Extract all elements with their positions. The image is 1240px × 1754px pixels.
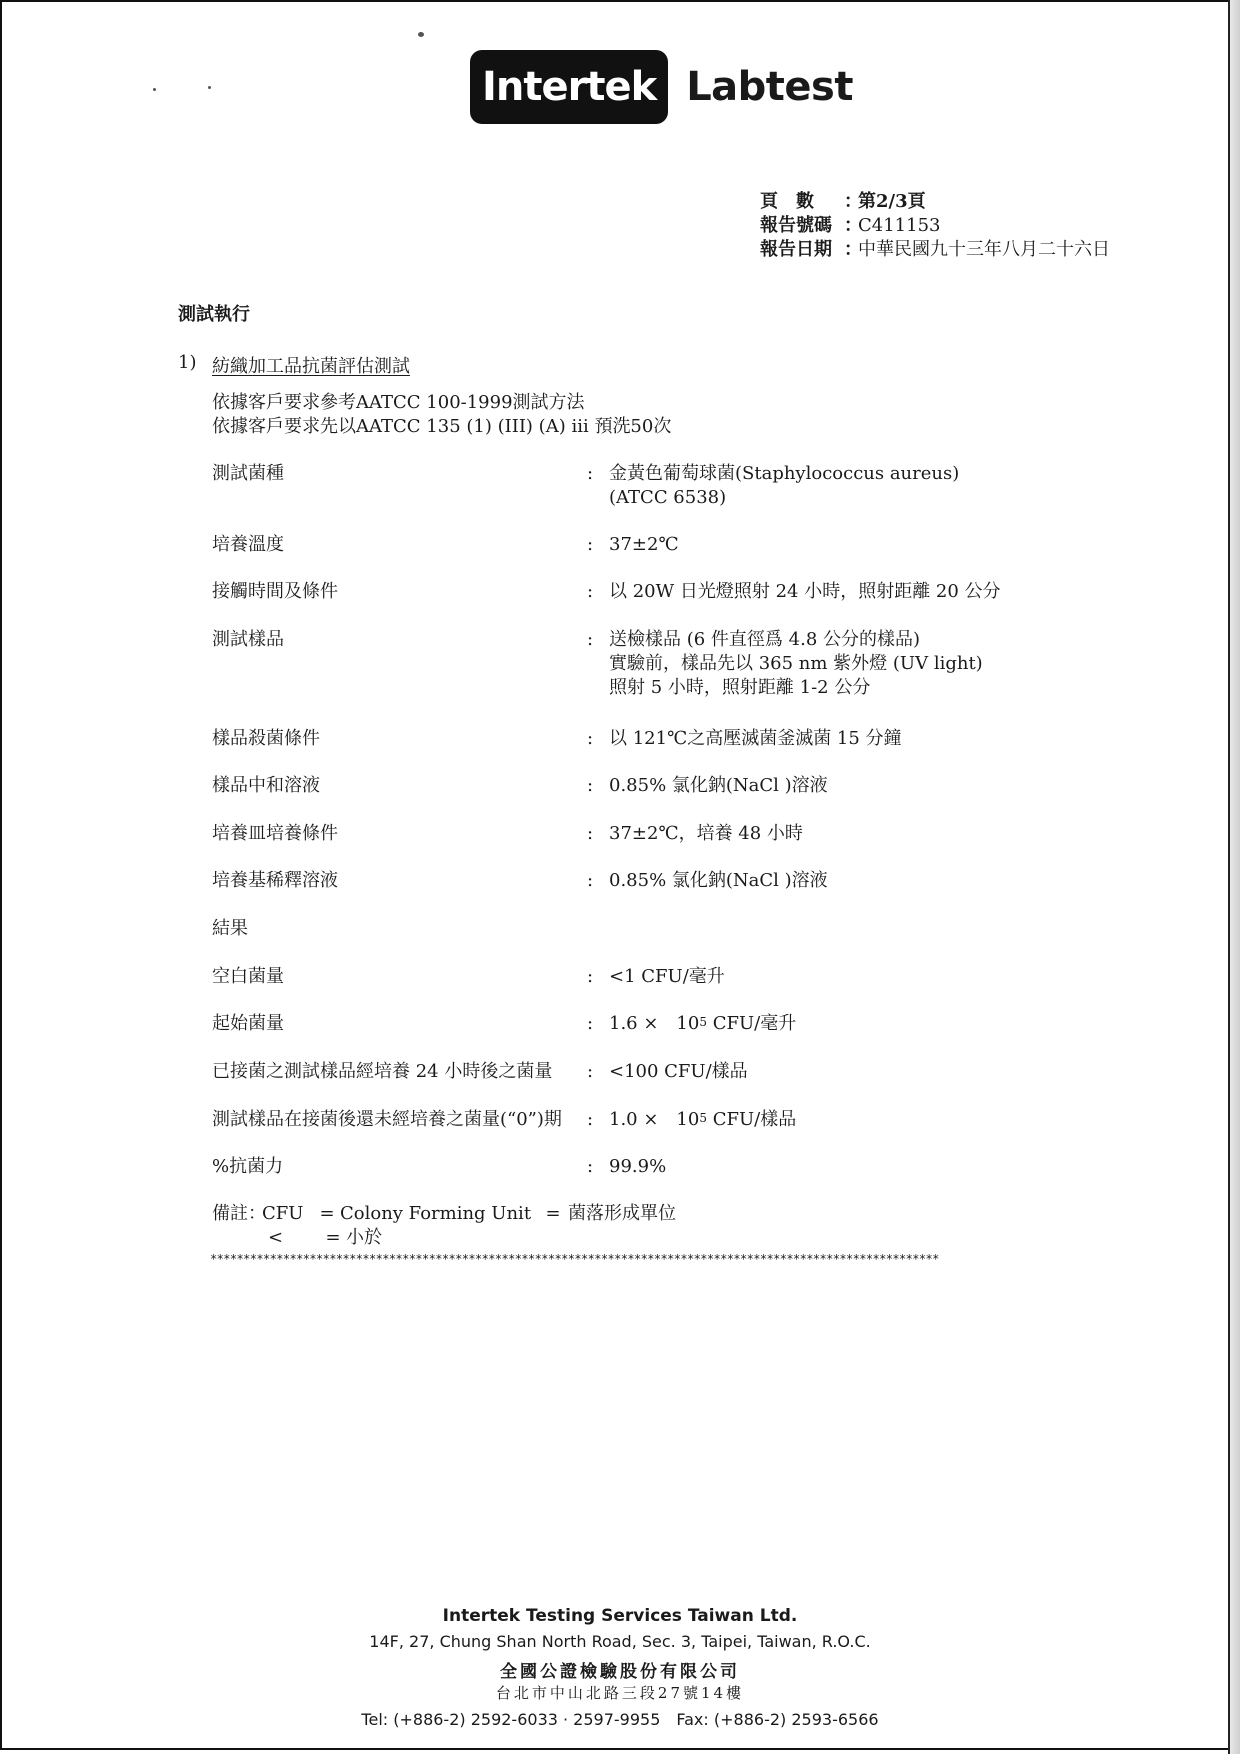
value-line: 以 20W 日光燈照射 24 小時，照射距離 20 公分 — [609, 581, 1001, 602]
value-line: 0.85% 氯化鈉(NaCl )溶液 — [609, 870, 828, 891]
logo-brand: Intertek — [470, 50, 668, 124]
row-blank-count — [212, 965, 725, 989]
row-count-after-24h — [212, 1060, 748, 1084]
method-reference-2: 依據客戶要求先以AATCC 135 (1) (III) (A) iii 預洗50次 — [212, 416, 672, 437]
value-line: 實驗前，樣品先以 365 nm 紫外燈 (UV light) — [609, 653, 983, 674]
intertek-labtest-logo — [470, 50, 853, 124]
remark-row-cfu — [212, 1202, 676, 1226]
row-colon: : — [587, 1013, 594, 1034]
page-label: 頁 數 — [760, 191, 814, 212]
footer-address-zh: 台北市中山北路三段27號14樓 — [495, 1684, 745, 1702]
row-label: 培養溫度 — [212, 534, 284, 555]
row-label: 培養皿培養條件 — [212, 823, 338, 844]
row-value — [609, 822, 803, 846]
section-title: 測試執行 — [178, 304, 250, 325]
colon: ： — [844, 239, 862, 260]
test-item-heading — [178, 352, 410, 378]
footer-company-en: Intertek Testing Services Taiwan Ltd. — [442, 1606, 798, 1626]
row-label: %抗菌力 — [212, 1156, 284, 1177]
row-count-zero-time — [212, 1108, 796, 1132]
value-line: 37±2℃ — [609, 534, 679, 555]
footer-company-zh: 全國公證檢驗股份有限公司 — [500, 1662, 740, 1682]
row-colon: : — [587, 1156, 594, 1177]
value-unit: CFU/樣品 — [706, 1109, 797, 1130]
remarks-label: 備註： — [212, 1203, 266, 1224]
row-colon: : — [587, 1061, 594, 1082]
abbreviation: CFU — [262, 1203, 304, 1224]
equals-sign: = — [545, 1203, 561, 1224]
value-line: <100 CFU/樣品 — [609, 1061, 748, 1082]
row-value — [609, 1012, 796, 1036]
value-line: 送檢樣品 (6 件直徑爲 4.8 公分的樣品) — [609, 629, 921, 650]
row-label: 起始菌量 — [212, 1013, 284, 1034]
row-value — [609, 628, 983, 700]
row-label: 樣品殺菌條件 — [212, 728, 320, 749]
value-exponent: 5 — [699, 1015, 707, 1029]
row-label: 已接菌之測試樣品經培養 24 小時後之菌量 — [212, 1061, 553, 1082]
value-line: 99.9% — [609, 1156, 667, 1177]
row-label: 樣品中和溶液 — [212, 775, 320, 796]
page-edge-shadow — [1228, 0, 1240, 1754]
footer-address-en: 14F, 27, Chung Shan North Road, Sec. 3, Taipei, Taiwan, R.O.C. — [369, 1632, 871, 1651]
row-label: 接觸時間及條件 — [212, 581, 338, 602]
item-title: 紡織加工品抗菌評估測試 — [212, 356, 410, 377]
row-colon: : — [587, 463, 594, 484]
row-colon: : — [587, 534, 594, 555]
row-colon: : — [587, 966, 594, 987]
scan-speck — [208, 86, 211, 89]
page-number-row — [760, 190, 1110, 214]
row-plate-incubation — [212, 822, 803, 846]
results-heading: 結果 — [212, 918, 248, 939]
row-antibacterial-rate — [212, 1155, 666, 1179]
row-label: 測試樣品在接菌後還未經培養之菌量(“0”)期 — [212, 1109, 562, 1130]
remarks — [212, 1202, 676, 1250]
value-line: 照射 5 小時，照射距離 1-2 公分 — [609, 677, 871, 698]
row-contact-conditions — [212, 580, 1001, 604]
row-colon: : — [587, 728, 594, 749]
end-divider: ************************************************************************************************************** — [210, 1252, 939, 1266]
row-colon: : — [587, 775, 594, 796]
row-value — [609, 1108, 796, 1132]
row-dilution-solution — [212, 869, 828, 893]
row-sterilization — [212, 727, 902, 751]
value-mantissa: 1.6 × 10 — [609, 1013, 700, 1034]
row-value — [609, 1155, 666, 1179]
row-colon: : — [587, 1109, 594, 1130]
row-label: 測試樣品 — [212, 629, 284, 650]
value-line: 以 121℃之高壓滅菌釜滅菌 15 分鐘 — [609, 728, 902, 749]
row-value — [609, 533, 679, 557]
scan-speck — [418, 32, 424, 37]
report-date-row — [760, 238, 1110, 262]
row-initial-count — [212, 1012, 796, 1036]
row-test-organism — [212, 462, 959, 510]
remark-row-less-than — [212, 1226, 676, 1250]
abbreviation: < — [268, 1227, 284, 1248]
logo-division: Labtest — [686, 64, 853, 110]
row-value — [609, 774, 828, 798]
row-value — [609, 869, 828, 893]
value-line: (ATCC 6538) — [609, 487, 727, 508]
report-number-value: C411153 — [858, 215, 941, 236]
row-colon: : — [587, 870, 594, 891]
row-colon: : — [587, 629, 594, 650]
row-label: 培養基稀釋溶液 — [212, 870, 338, 891]
equals-sign: = — [319, 1203, 335, 1224]
row-results-heading — [212, 917, 587, 941]
page-value: 第2/3頁 — [858, 191, 926, 212]
row-colon: : — [587, 823, 594, 844]
value-mantissa: 1.0 × 10 — [609, 1109, 700, 1130]
definition-zh: 菌落形成單位 — [568, 1203, 676, 1224]
row-label: 空白菌量 — [212, 966, 284, 987]
row-value — [609, 727, 902, 751]
row-value — [609, 965, 725, 989]
colon: ： — [844, 191, 862, 212]
scan-speck — [153, 88, 156, 91]
report-meta — [760, 190, 1110, 262]
value-line: 金黃色葡萄球菌(Staphylococcus aureus) — [609, 463, 960, 484]
definition: 小於 — [346, 1227, 382, 1248]
row-value — [609, 580, 1001, 604]
row-neutralizing-solution — [212, 774, 828, 798]
report-number-row — [760, 214, 1110, 238]
value-line: 37±2℃，培養 48 小時 — [609, 823, 803, 844]
value-line: <1 CFU/毫升 — [609, 966, 725, 987]
definition: Colony Forming Unit — [340, 1203, 532, 1224]
row-value — [609, 462, 959, 510]
value-line: 0.85% 氯化鈉(NaCl )溶液 — [609, 775, 828, 796]
colon: ： — [844, 215, 862, 236]
row-colon: : — [587, 581, 594, 602]
report-number-label: 報告號碼 — [760, 215, 832, 236]
footer-contact: Tel: (+886-2) 2592-6033 · 2597-9955 Fax: (+886-2) 2593-6566 — [361, 1710, 879, 1729]
value-unit: CFU/毫升 — [706, 1013, 797, 1034]
row-incubation-temp — [212, 533, 679, 557]
report-date-value: 中華民國九十三年八月二十六日 — [858, 239, 1110, 260]
report-date-label: 報告日期 — [760, 239, 832, 260]
row-label: 測試菌種 — [212, 463, 284, 484]
item-number: 1) — [178, 352, 197, 373]
row-test-sample — [212, 628, 983, 700]
equals-sign: = — [325, 1227, 341, 1248]
method-reference-1: 依據客戶要求參考AATCC 100-1999測試方法 — [212, 392, 585, 413]
value-exponent: 5 — [699, 1111, 707, 1125]
row-value — [609, 1060, 748, 1084]
